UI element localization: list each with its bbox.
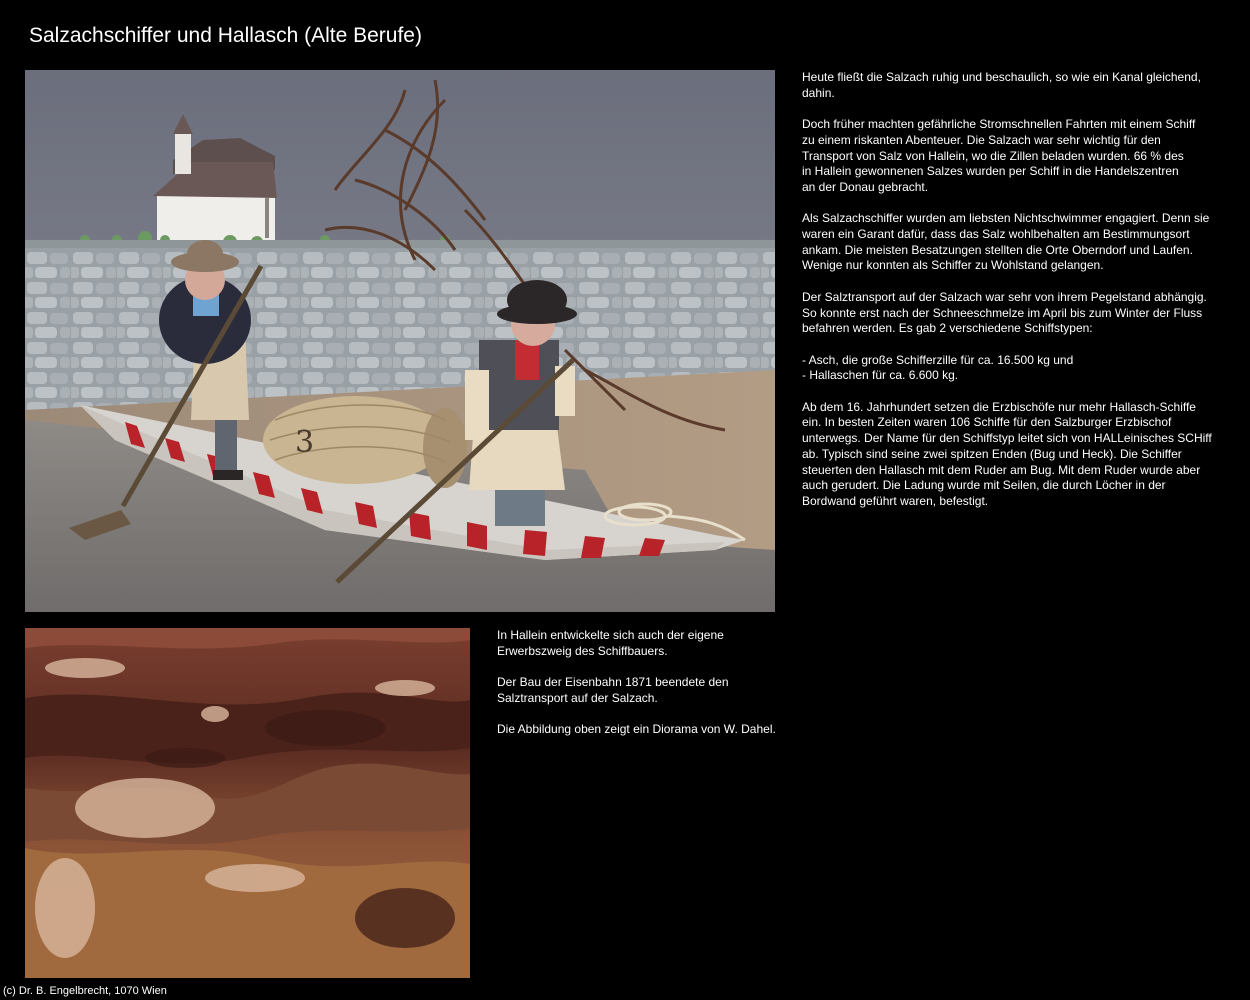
paragraph: Der Salztransport auf der Salzach war sehr von ihrem Pegelstand abhängig. So konnte erst nach der Schneeschmelze im April bis zum Winter der Fluss befahren werden. Es gab 2 verschiedene Schiffstypen: [802, 289, 1207, 336]
salt-rock-photo [25, 628, 470, 978]
diorama-photo [25, 70, 775, 612]
cargo-number: 3 [295, 425, 315, 460]
paragraph: Ab dem 16. Jahrhundert setzen die Erzbischöfe nur mehr Hallasch-Schiffe ein. In besten Zeiten waren 106 Schiffe für den Salzburger Erzbischof unterwegs. Der Name für den Schiffstyp leitet sich von HALLeinisches SCHiff ab. Typisch sind seine zwei spitzen Enden (Bug und Heck). Die Schiffer steuerten den Hallasch mit dem Ruder am Bug. Mit dem Ruder wurde aber auch gerudert. Die Ladung wurde mit Seilen, die durch Löcher in der Bordwand geführt waren, befestigt. [802, 399, 1212, 508]
paragraph: - Asch, die große Schifferzille für ca. 16.500 kg und - Hallaschen für ca. 6.600 kg. [802, 352, 1074, 383]
paragraph: Heute fließt die Salzach ruhig und beschaulich, so wie ein Kanal gleichend, dahin. [802, 70, 1201, 100]
paragraph: Als Salzachschiffer wurden am liebsten Nichtschwimmer engagiert. Denn sie waren ein Garant dafür, dass das Salz wohlbehalten am Bestimmungsort ankam. Die meisten Besatzungen stellten die Orte Oberndorf und Laufen. Wenige nur konnten als Schiffer zu Wohlstand gelangen. [802, 211, 1210, 273]
paragraph: Die Abbildung oben zeigt ein Diorama von W. Dahel. [497, 722, 776, 737]
paragraph: In Hallein entwickelte sich auch der eigene Erwerbszweig des Schiffbauers. [497, 628, 724, 658]
copyright-footer: (c) Dr. B. Engelbrecht, 1070 Wien [3, 985, 167, 997]
paragraph: Der Bau der Eisenbahn 1871 beendete den Salztransport auf der Salzach. [497, 675, 729, 705]
paragraph: Doch früher machten gefährliche Stromschnellen Fahrten mit einem Schiff zu einem riskanten Abenteuer. Die Salzach war sehr wichtig für den Transport von Salz von Hallein, wo die Zillen beladen wurden. 66 % des in Hallein gewonnenen Salzes wurden per Schiff in die Handelszentren an der Donau gebracht. [802, 117, 1196, 194]
main-description [802, 70, 1232, 525]
side-description [497, 628, 797, 754]
page-title: Salzachschiffer und Hallasch (Alte Berufe) [29, 24, 422, 47]
